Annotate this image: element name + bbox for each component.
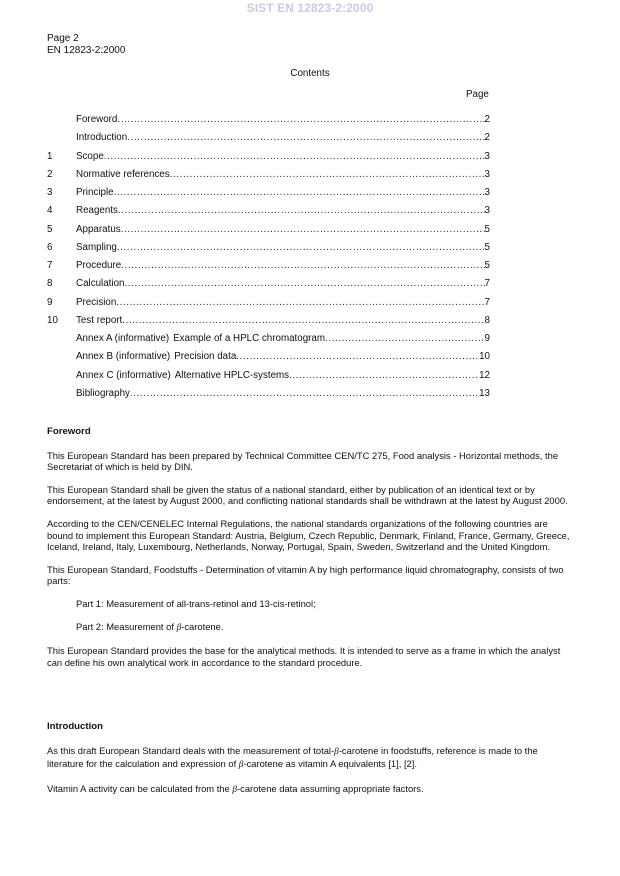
toc-entry-annex-a[interactable] <box>47 333 490 351</box>
toc-leader-dots <box>289 370 479 381</box>
introduction-heading: Introduction <box>47 721 103 732</box>
table-of-contents <box>47 114 490 406</box>
toc-number: 5 <box>47 223 53 235</box>
intro-text: -carotene data assuming appropriate factors. <box>237 782 424 794</box>
toc-entry-principle[interactable] <box>47 187 490 205</box>
toc-page: 3 <box>484 187 490 198</box>
toc-number: 3 <box>47 187 53 198</box>
toc-label: Sampling <box>76 241 117 253</box>
standard-id: EN 12823-2:2000 <box>47 45 126 56</box>
toc-leader-dots <box>114 187 485 198</box>
toc-entry-precision[interactable] <box>47 297 490 315</box>
toc-entry-procedure[interactable] <box>47 260 490 278</box>
toc-number: 9 <box>47 296 53 308</box>
intro-text: As this draft European Standard deals with the measurement of total- <box>47 744 335 756</box>
toc-label: Foreword <box>76 114 118 125</box>
page-column-label: Page <box>466 89 489 100</box>
toc-leader-dots <box>121 224 485 235</box>
toc-leader-dots <box>104 151 485 162</box>
toc-page: 7 <box>484 278 490 290</box>
part-2-text: Part 2: Measurement of <box>76 620 177 632</box>
toc-number: 2 <box>47 168 53 180</box>
intro-text: -carotene in foodstuffs, reference is made to the literature for the calculation and expression of <box>47 744 538 770</box>
introduction-section <box>47 721 572 807</box>
toc-label: Test report <box>76 314 123 326</box>
toc-entry-foreword[interactable] <box>47 114 490 132</box>
toc-page: 2 <box>484 132 490 144</box>
toc-label: Alternative HPLC-systems <box>174 369 290 381</box>
toc-page: 12 <box>479 369 490 381</box>
page-number: Page 2 <box>47 33 79 44</box>
toc-entry-sampling[interactable] <box>47 242 490 260</box>
toc-page: 8 <box>484 314 490 326</box>
foreword-paragraph-3: According to the CEN/CENELEC Internal Regulations, the national standards organizations of the following countries are bound to implement this European Standard: Austria, Belgium, Czech Republic, Denmark, Finland, France, Germany, Greece, Iceland, Ireland, Italy, Luxembourg, Netherlands, Norway, Portugal, Spain, Sweden, Switzerland and the United Kingdom. <box>47 517 570 553</box>
toc-leader-dots <box>121 260 484 271</box>
beta-symbol: β <box>232 784 238 795</box>
toc-page: 3 <box>484 205 490 217</box>
toc-leader-dots <box>122 315 484 326</box>
toc-label: Apparatus <box>76 223 121 235</box>
toc-label: Calculation <box>76 278 125 290</box>
toc-label: Procedure <box>76 260 122 271</box>
foreword-paragraph-4: This European Standard, Foodstuffs - Determination of vitamin A by high performance liquid chromatography, consists of two parts: <box>47 563 564 587</box>
toc-entry-scope[interactable] <box>47 151 490 169</box>
toc-leader-dots <box>116 297 484 308</box>
foreword-heading: Foreword <box>47 426 91 437</box>
foreword-paragraph-1: This European Standard has been prepared by Technical Committee CEN/TC 275, Food analysis - Horizontal methods, the Secretariat of which is held by DIN. <box>47 449 559 473</box>
foreword-paragraph-2: This European Standard shall be given the status of a national standard, either by publication of an identical text or by endorsement, at the latest by August 2000, and conflicting national standards shall be withdrawn at the latest by August 2000. <box>47 483 568 507</box>
toc-number: 8 <box>47 278 53 290</box>
toc-page: 5 <box>484 260 490 271</box>
toc-page: 3 <box>484 150 490 162</box>
toc-entry-bibliography[interactable] <box>47 388 490 406</box>
contents-title: Contents <box>290 68 330 79</box>
toc-annex-label: Annex B (informative) <box>76 351 171 363</box>
toc-page: 9 <box>484 333 490 344</box>
toc-entry-introduction[interactable] <box>47 132 490 150</box>
toc-number: 7 <box>47 260 53 271</box>
toc-label: Principle <box>76 187 114 198</box>
toc-label: Scope <box>76 150 104 162</box>
toc-label: Example of a HPLC chromatogram <box>173 333 326 344</box>
toc-leader-dots <box>130 388 479 399</box>
toc-page: 7 <box>484 296 490 308</box>
toc-label: Precision data <box>174 351 237 363</box>
toc-page: 5 <box>484 241 490 253</box>
toc-leader-dots <box>124 278 484 289</box>
toc-number: 6 <box>47 241 53 253</box>
toc-entry-annex-c[interactable] <box>47 370 490 388</box>
toc-leader-dots <box>170 169 485 180</box>
toc-entry-apparatus[interactable] <box>47 224 490 242</box>
toc-leader-dots <box>117 242 485 253</box>
part-2-suffix: -carotene. <box>181 620 224 632</box>
beta-symbol: β <box>238 760 244 771</box>
toc-label: Bibliography <box>76 387 130 399</box>
intro-text: Vitamin A activity can be calculated from the <box>47 782 233 794</box>
introduction-paragraph-1 <box>47 745 572 772</box>
toc-page: 2 <box>484 114 490 125</box>
toc-leader-dots <box>325 333 485 344</box>
toc-page: 10 <box>479 351 490 363</box>
foreword-part-2 <box>76 621 572 635</box>
toc-label: Introduction <box>76 132 128 144</box>
toc-page: 5 <box>484 223 490 235</box>
foreword-section <box>47 426 572 679</box>
foreword-part-1: Part 1: Measurement of all-trans-retinol and 13-cis-retinol; <box>76 597 316 609</box>
toc-leader-dots <box>117 114 484 125</box>
toc-leader-dots <box>236 351 479 362</box>
beta-symbol: β <box>334 746 339 757</box>
toc-leader-dots <box>118 205 485 216</box>
toc-number: 4 <box>47 205 53 217</box>
toc-page: 13 <box>479 387 490 399</box>
foreword-paragraph-5: This European Standard provides the base for the analytical methods. It is intended to serve as a frame in which the analyst can define his own analytical work in accordance to the standard procedure. <box>47 645 561 668</box>
toc-label: Reagents <box>76 205 118 217</box>
intro-text: -carotene as vitamin A equivalents [1], [2]. <box>243 758 417 770</box>
toc-entry-test-report[interactable] <box>47 315 490 333</box>
toc-annex-label: Annex C (informative) <box>76 369 171 381</box>
toc-number: 1 <box>47 150 53 162</box>
toc-page: 3 <box>484 168 490 180</box>
toc-entry-annex-b[interactable] <box>47 351 490 369</box>
introduction-paragraph-2 <box>47 783 572 797</box>
toc-label: Precision <box>76 296 117 308</box>
toc-label: Normative references <box>76 168 170 180</box>
toc-entry-reagents[interactable] <box>47 205 490 223</box>
toc-leader-dots <box>127 132 484 143</box>
page-header <box>47 33 125 57</box>
document-watermark: SIST EN 12823-2:2000 <box>246 1 374 15</box>
toc-entry-normative-references[interactable] <box>47 169 490 187</box>
toc-annex-label: Annex A (informative) <box>76 333 170 344</box>
beta-symbol: β <box>176 622 182 633</box>
toc-number: 10 <box>47 314 58 326</box>
toc-entry-calculation[interactable] <box>47 278 490 296</box>
